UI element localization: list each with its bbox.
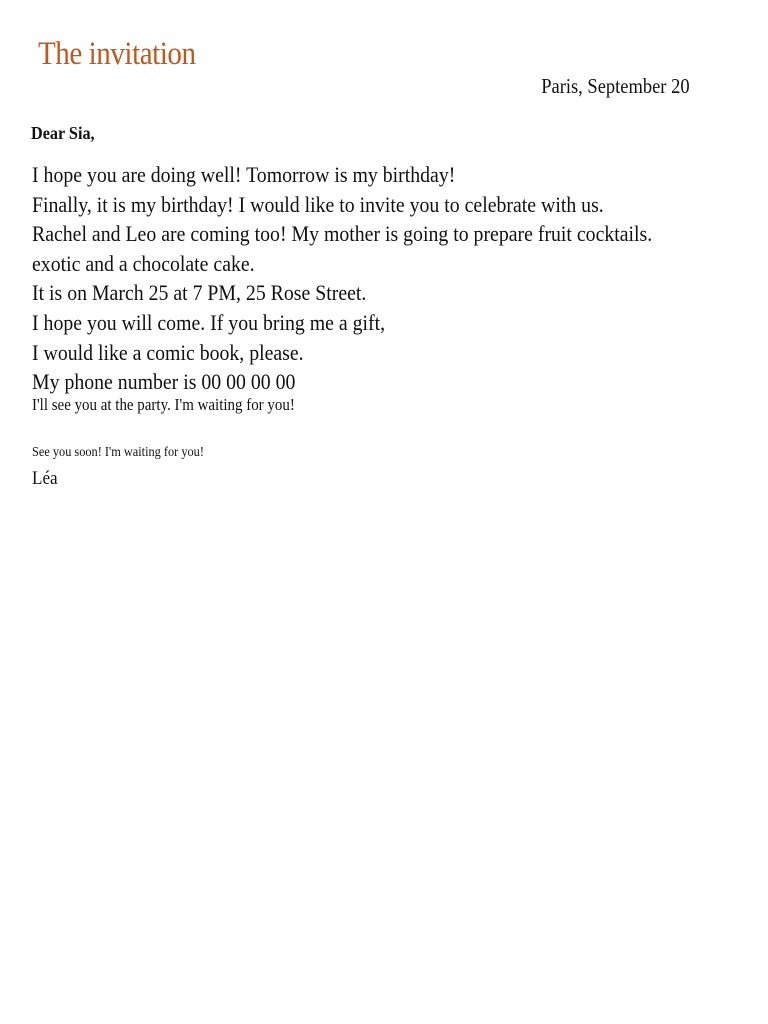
letter-title: The invitation	[38, 36, 196, 72]
closing-line: See you soon! I'm waiting for you!	[32, 445, 204, 460]
body-line: Rachel and Leo are coming too! My mother is going to prepare fruit cocktails.	[32, 221, 653, 247]
body-line: My phone number is 00 00 00 00	[32, 369, 296, 395]
body-line: I hope you are doing well! Tomorrow is my birthday!	[32, 162, 456, 187]
letter-body	[32, 160, 721, 397]
signature: Léa	[32, 468, 58, 489]
party-line: I'll see you at the party. I'm waiting for you!	[32, 395, 295, 414]
body-line: I would like a comic book, please.	[32, 339, 304, 365]
letter-date: Paris, September 20	[541, 74, 690, 98]
body-line: exotic and a chocolate cake.	[32, 250, 255, 276]
body-line: It is on March 25 at 7 PM, 25 Rose Street.	[32, 280, 367, 306]
body-line: I hope you will come. If you bring me a gift,	[32, 309, 386, 335]
body-line: Finally, it is my birthday! I would like to invite you to celebrate with us.	[32, 191, 604, 217]
salutation: Dear Sia,	[31, 123, 95, 143]
